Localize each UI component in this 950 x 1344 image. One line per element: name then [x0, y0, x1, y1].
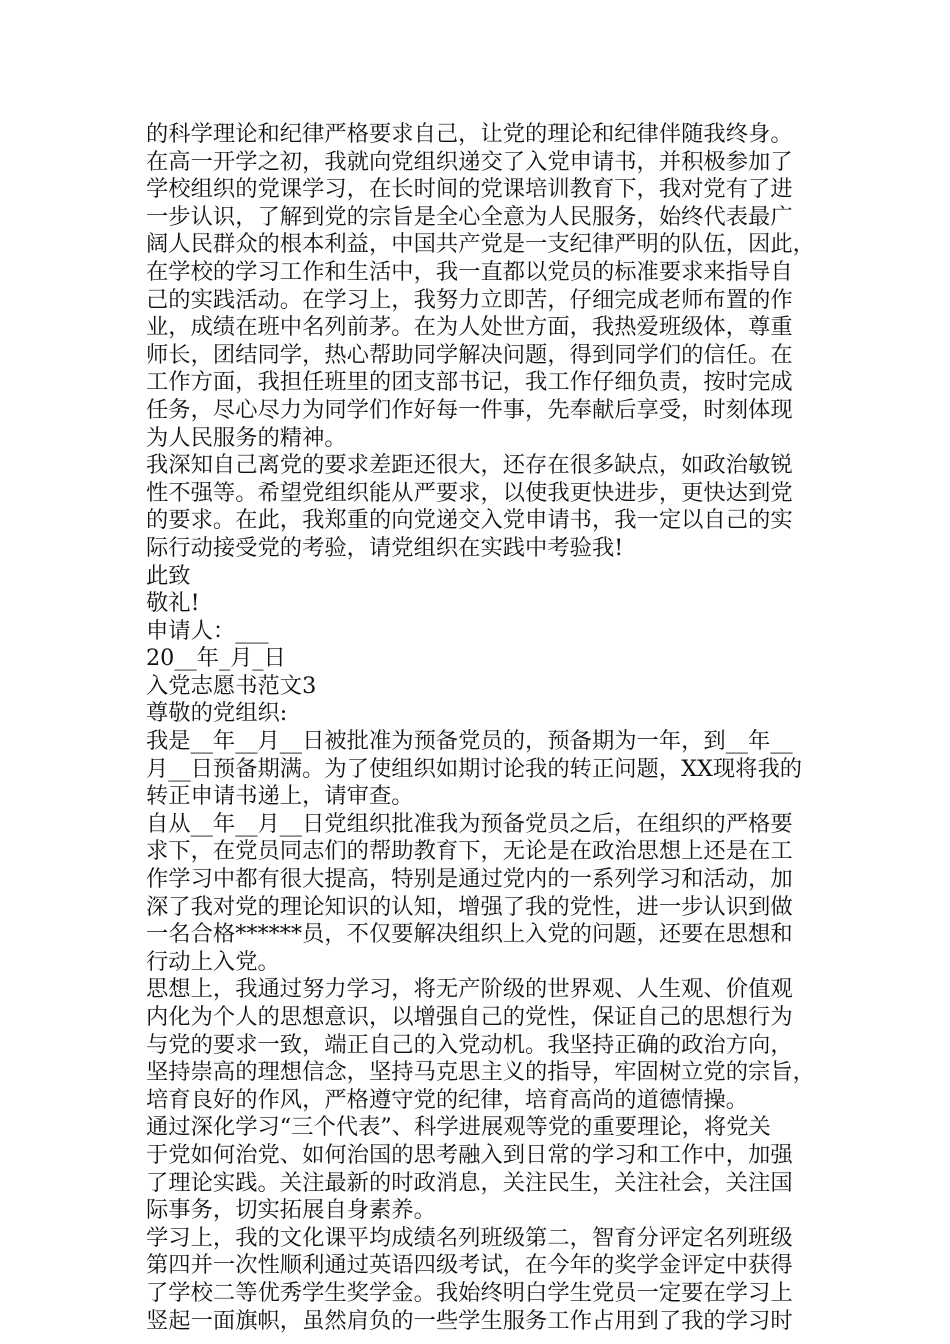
- text-line: 师长，团结同学，热心帮助同学解决问题，得到同学们的信任。在: [146, 341, 793, 368]
- text-line: 业，成绩在班中名列前茅。在为人处世方面，我热爱班级体，尊重: [146, 314, 793, 341]
- text-line: 性不强等。希望党组织能从严要求，以使我更快进步，更快达到党: [146, 479, 793, 506]
- text-line: 行动上入党。: [146, 948, 280, 975]
- document-page: [146, 121, 816, 1335]
- text-line: 20__年_月_日: [146, 645, 286, 672]
- text-line: 作学习中都有很大提高，特别是通过党内的一系列学习和活动，加: [146, 866, 793, 893]
- text-line: 的科学理论和纪律严格要求自己，让党的理论和纪律伴随我终身。: [146, 121, 793, 147]
- text-line: 敬礼!: [146, 590, 200, 617]
- text-line: 在学校的学习工作和生活中，我一直都以党员的标准要求来指导自: [146, 258, 793, 285]
- text-line: 培育良好的作风，严格遵守党的纪律，培育高尚的道德情操。: [146, 1086, 749, 1113]
- text-line: 了理论实践。关注最新的时政消息，关注民生，关注社会，关注国: [146, 1169, 793, 1196]
- text-line: 一名合格******员，不仅要解决组织上入党的问题，还要在思想和: [146, 921, 793, 948]
- text-line: 此致: [146, 562, 191, 589]
- text-line: 一步认识，了解到党的宗旨是全心全意为人民服务，始终代表最广: [146, 203, 793, 230]
- text-line: 于党如何治党、如何治国的思考融入到日常的学习和工作中，加强: [146, 1141, 793, 1168]
- text-line: 与党的要求一致，端正自己的入党动机。我坚持正确的政治方向，: [146, 1031, 793, 1058]
- text-line: 学习上，我的文化课平均成绩名列班级第二，智育分评定名列班级: [146, 1224, 793, 1251]
- text-line: 了学校二等优秀学生奖学金。我始终明白学生党员一定要在学习上: [146, 1279, 793, 1306]
- text-line: 我是__年__月__日被批准为预备党员的，预备期为一年，到__年__: [146, 728, 793, 755]
- text-line: 际事务，切实拓展自身素养。: [146, 1197, 436, 1224]
- text-line: 申请人：___: [146, 617, 269, 644]
- text-line: 自从__年__月__日党组织批准我为预备党员之后，在组织的严格要: [146, 810, 793, 837]
- text-line: 为人民服务的精神。: [146, 424, 347, 451]
- text-line: 阔人民群众的根本利益，中国共产党是一支纪律严明的队伍，因此，: [146, 231, 815, 258]
- text-line: 竖起一面旗帜，虽然肩负的一些学生服务工作占用到了我的学习时: [146, 1307, 793, 1334]
- text-line: 在高一开学之初，我就向党组织递交了入党申请书，并积极参加了: [146, 148, 793, 175]
- text-line: 内化为个人的思想意识，以增强自己的党性，保证自己的思想行为: [146, 1004, 793, 1030]
- text-line: 深了我对党的理论知识的认知，增强了我的党性，进一步认识到做: [146, 893, 793, 920]
- text-line: 我深知自己离党的要求差距还很大，还存在很多缺点，如政治敏锐: [146, 452, 793, 479]
- text-line: 求下，在党员同志们的帮助教育下，无论是在政治思想上还是在工: [146, 838, 793, 865]
- text-line: 月__日预备期满。为了使组织如期讨论我的转正问题，XX现将我的: [146, 755, 803, 782]
- text-line: 工作方面，我担任班里的团支部书记，我工作仔细负责，按时完成: [146, 369, 793, 396]
- text-line: 己的实践活动。在学习上，我努力立即苦，仔细完成老师布置的作: [146, 286, 793, 313]
- text-line: 坚持崇高的理想信念，坚持马克思主义的指导，牢固树立党的宗旨，: [146, 1059, 815, 1086]
- text-line: 入党志愿书范文3: [146, 672, 317, 699]
- text-line: 的要求。在此，我郑重的向党递交入党申请书，我一定以自己的实: [146, 507, 793, 534]
- text-line: 思想上，我通过努力学习，将无产阶级的世界观、人生观、价值观: [146, 976, 793, 1003]
- text-line: 第四并一次性顺利通过英语四级考试，在今年的奖学金评定中获得: [146, 1252, 793, 1279]
- text-line: 尊敬的党组织:: [146, 700, 288, 727]
- text-line: 转正申请书递上，请审查。: [146, 783, 414, 810]
- text-line: 际行动接受党的考验，请党组织在实践中考验我!: [146, 534, 624, 561]
- text-line: 学校组织的党课学习，在长时间的党课培训教育下，我对党有了进: [146, 176, 793, 203]
- text-line: 通过深化学习“三个代表”、科学进展观等党的重要理论，将党关: [146, 1114, 771, 1141]
- text-line: 任务，尽心尽力为同学们作好每一件事，先奉献后享受，时刻体现: [146, 396, 793, 423]
